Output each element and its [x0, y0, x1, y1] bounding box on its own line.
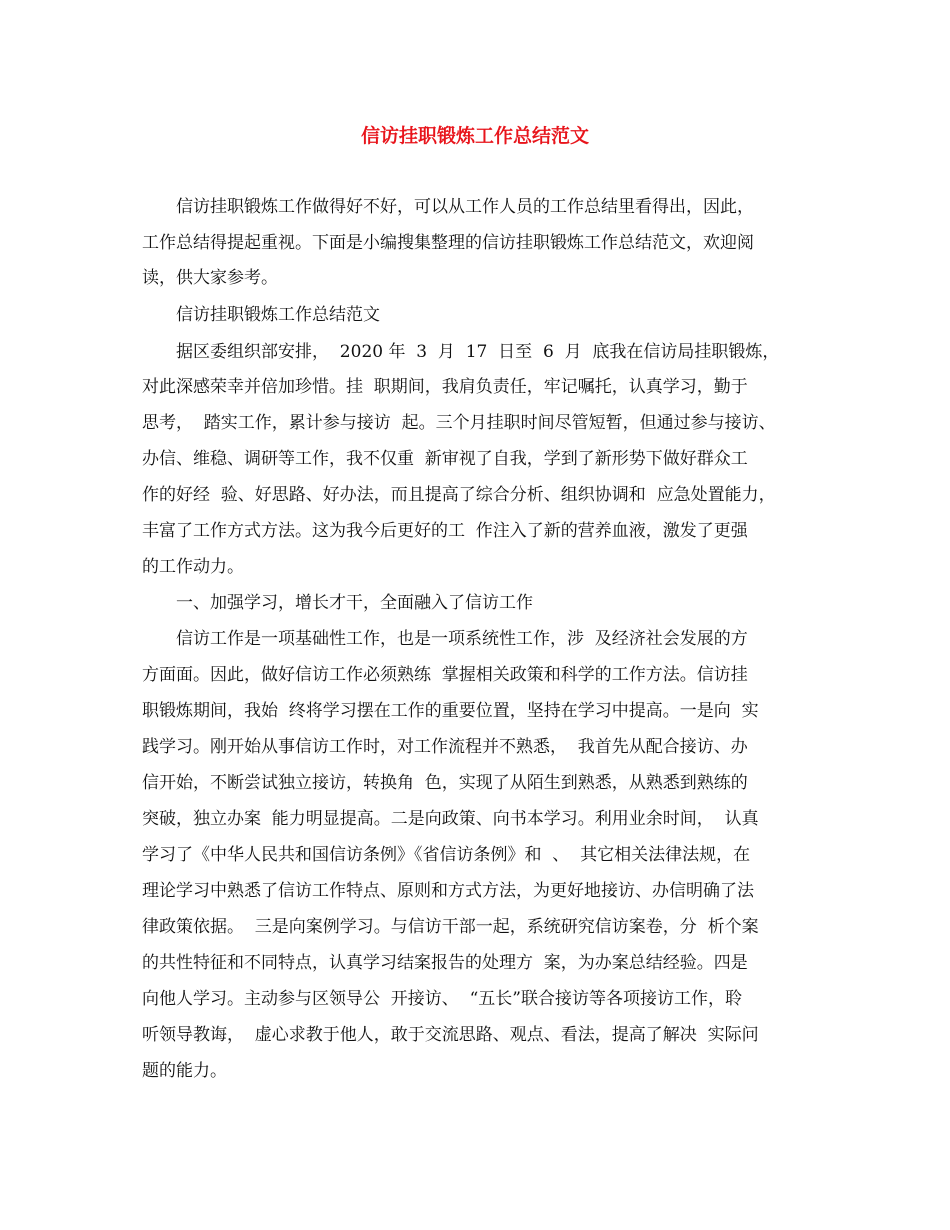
paragraph-line: 听领导教诲， 虚心求教于他人，敢于交流思路、观点、看法，提高了解决 实际问: [142, 1025, 759, 1045]
paragraph-line: 题的能力。: [142, 1061, 227, 1081]
paragraph-line: 工作总结得提起重视。下面是小编搜集整理的信访挂职锻炼工作总结范文，欢迎阅: [142, 233, 754, 253]
paragraph-line: 学习了《中华人民共和国信访条例》《省信访条例》和 、 其它相关法律法规，在: [142, 845, 751, 865]
paragraph-line: 办信、维稳、调研等工作，我不仅重 新审视了自我，学到了新形势下做好群众工: [142, 449, 748, 469]
paragraph-line: 信开始，不断尝试独立接访，转换角 色，实现了从陌生到熟悉，从熟悉到熟练的: [142, 773, 748, 793]
paragraph-line: 丰富了工作方式方法。这为我今后更好的工 作注入了新的营养血液，激发了更强: [142, 521, 748, 541]
section-heading: 一、加强学习，增长才干，全面融入了信访工作: [176, 593, 533, 613]
paragraph-line: 突破，独立办案 能力明显提高。二是向政策、向书本学习。利用业余时间， 认真: [142, 809, 759, 829]
paragraph-line: 的共性特征和不同特点，认真学习结案报告的处理方 案，为办案总结经验。四是: [142, 953, 748, 973]
paragraph-line: 的工作动力。: [142, 557, 244, 577]
paragraph-line: 向他人学习。主动参与区领导公 开接访、 “五长”联合接访等各项接访工作，聆: [142, 989, 742, 1009]
paragraph-line: 对此深感荣幸并倍加珍惜。挂 职期间，我肩负责任，牢记嘱托，认真学习，勤于: [142, 377, 748, 397]
paragraph-line: 律政策依据。 三是向案例学习。与信访干部一起，系统研究信访案卷，分 析个案: [142, 917, 759, 937]
paragraph-line: 理论学习中熟悉了信访工作特点、原则和方式方法，为更好地接访、办信明确了法: [142, 881, 754, 901]
paragraph-line: 信访挂职锻炼工作做得好不好，可以从工作人员的工作总结里看得出，因此，: [176, 197, 754, 217]
paragraph-line: 践学习。刚开始从事信访工作时，对工作流程并不熟悉， 我首先从配合接访、办: [142, 737, 748, 757]
paragraph-line: 读，供大家参考。: [142, 268, 278, 288]
paragraph-line: 思考， 踏实工作，累计参与接访 起。三个月挂职时间尽管短暂，但通过参与接访、: [142, 413, 776, 433]
paragraph-line: 作的好经 验、好思路、好办法，而且提高了综合分析、组织协调和 应急处置能力，: [142, 485, 776, 505]
paragraph-line: 方面面。因此，做好信访工作必须熟练 掌握相关政策和科学的工作方法。信访挂: [142, 665, 748, 685]
paragraph-line: 职锻炼期间，我始 终将学习摆在工作的重要位置，坚持在学习中提高。一是向 实: [142, 701, 759, 721]
paragraph-line: 据区委组织部安排， 2020 年 3 月 17 日至 6 月 底我在信访局挂职锻炼，: [176, 342, 780, 362]
paragraph-line: 信访工作是一项基础性工作，也是一项系统性工作，涉 及经济社会发展的方: [176, 629, 748, 649]
section-heading: 信访挂职锻炼工作总结范文: [176, 305, 380, 325]
document-title: 信访挂职锻炼工作总结范文: [360, 125, 589, 147]
